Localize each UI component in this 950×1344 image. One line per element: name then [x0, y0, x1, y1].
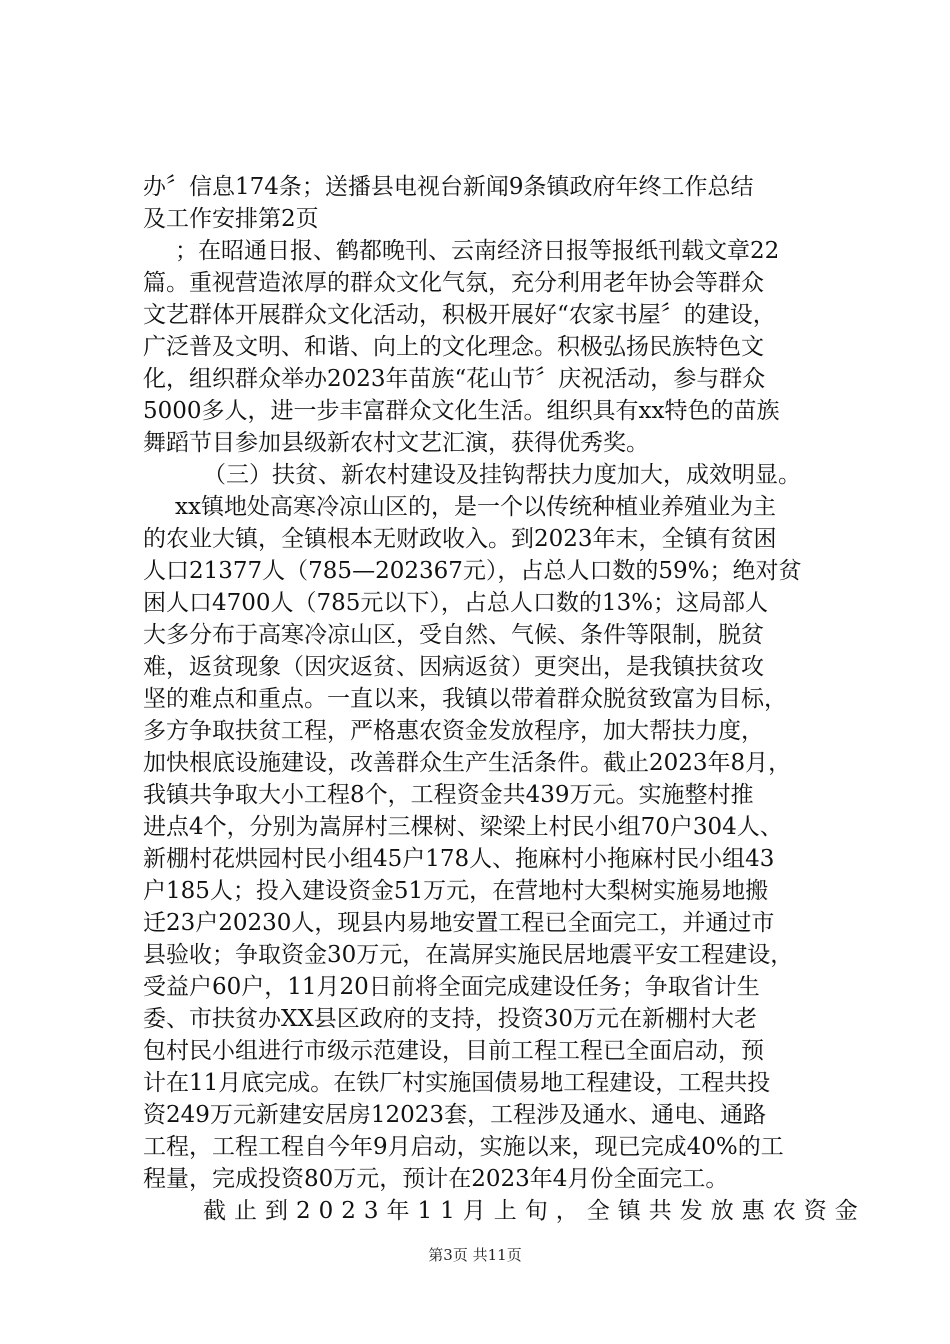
text-line: 大多分布于高寒冷凉山区，受自然、气候、条件等限制，脱贫 [143, 622, 764, 648]
text-line: 篇。重视营造浓厚的群众文化气氛，充分利用老年协会等群众 [143, 270, 764, 296]
text-line: 5000多人，进一步丰富群众文化生活。组织具有xx特色的苗族 [143, 398, 780, 424]
text-line: 包村民小组进行市级示范建设，目前工程工程已全面启动，预 [143, 1038, 764, 1064]
text-line: ；在昭通日报、鹤都晚刊、云南经济日报等报纸刊载文章22 [175, 238, 780, 264]
text-line: 委、市扶贫办XX县区政府的支持，投资30万元在新棚村大老 [143, 1006, 758, 1032]
text-line: 程量，完成投资80万元，预计在2023年4月份全面完工。 [143, 1166, 729, 1192]
text-line: 坚的难点和重点。一直以来，我镇以带着群众脱贫致富为目标， [143, 686, 787, 712]
text-line: 受益户60户，11月20日前将全面完成建设任务；争取省计生 [143, 974, 760, 1000]
section-heading: （三）扶贫、新农村建设及挂钩帮扶力度加大，成效明显。 [203, 462, 801, 488]
text-line: 的农业大镇，全镇根本无财政收入。到2023年末，全镇有贫困 [143, 526, 777, 552]
text-line: xx镇地处高寒冷凉山区的，是一个以传统种植业养殖业为主 [175, 494, 776, 520]
text-line: 舞蹈节目参加县级新农村文艺汇演，获得优秀奖。 [143, 430, 649, 456]
text-line: 新棚村花烘园村民小组45户178人、拖麻村小拖麻村民小组43 [143, 846, 775, 872]
document-body [143, 171, 866, 1227]
text-line: 资249万元新建安居房12023套，工程涉及通水、通电、通路 [143, 1102, 767, 1128]
text-line: 人口21377人（785—202367元），占总人口数的59%；绝对贫 [143, 558, 802, 584]
text-line: 加快根底设施建设，改善群众生产生活条件。截止2023年8月， [143, 750, 792, 776]
text-line: 我镇共争取大小工程8个，工程资金共439万元。实施整村推 [143, 782, 754, 808]
page-footer [0, 1245, 950, 1265]
text-line: 困人口4700人（785元以下），占总人口数的13%；这局部人 [143, 590, 769, 616]
text-line: 难，返贫现象（因灾返贫、因病返贫）更突出，是我镇扶贫攻 [143, 654, 764, 680]
text-line: 文艺群体开展群众文化活动，积极开展好“农家书屋〞的建设， [143, 302, 776, 328]
text-line: 及工作安排第2页 [143, 206, 319, 232]
text-line: 办〞信息174条；送播县电视台新闻9条镇政府年终工作总结 [143, 174, 754, 200]
text-line: 多方争取扶贫工程，严格惠农资金发放程序，加大帮扶力度， [143, 718, 764, 744]
text-line: 进点4个，分别为嵩屏村三棵树、梁梁上村民小组70户304人、 [143, 814, 783, 840]
text-line: 工程，工程工程自今年9月启动，实施以来，现已完成40%的工 [143, 1134, 784, 1160]
text-line: 化，组织群众举办2023年苗族“花山节〞庆祝活动，参与群众 [143, 366, 766, 392]
text-line: 迁23户20230人，现县内易地安置工程已全面完工，并通过市 [143, 910, 775, 936]
text-line: 计在11月底完成。在铁厂村实施国债易地工程建设，工程共投 [143, 1070, 771, 1096]
text-line: 截止到2023年11月上旬，全镇共发放惠农资金 [203, 1198, 866, 1224]
text-line: 户185人；投入建设资金51万元，在营地村大梨树实施易地搬 [143, 878, 769, 904]
page-number-label: 第3页 共11页 [428, 1246, 522, 1264]
text-line: 县验收；争取资金30万元，在嵩屏实施民居地震平安工程建设， [143, 942, 794, 968]
text-line: 广泛普及文明、和谐、向上的文化理念。积极弘扬民族特色文 [143, 334, 764, 360]
